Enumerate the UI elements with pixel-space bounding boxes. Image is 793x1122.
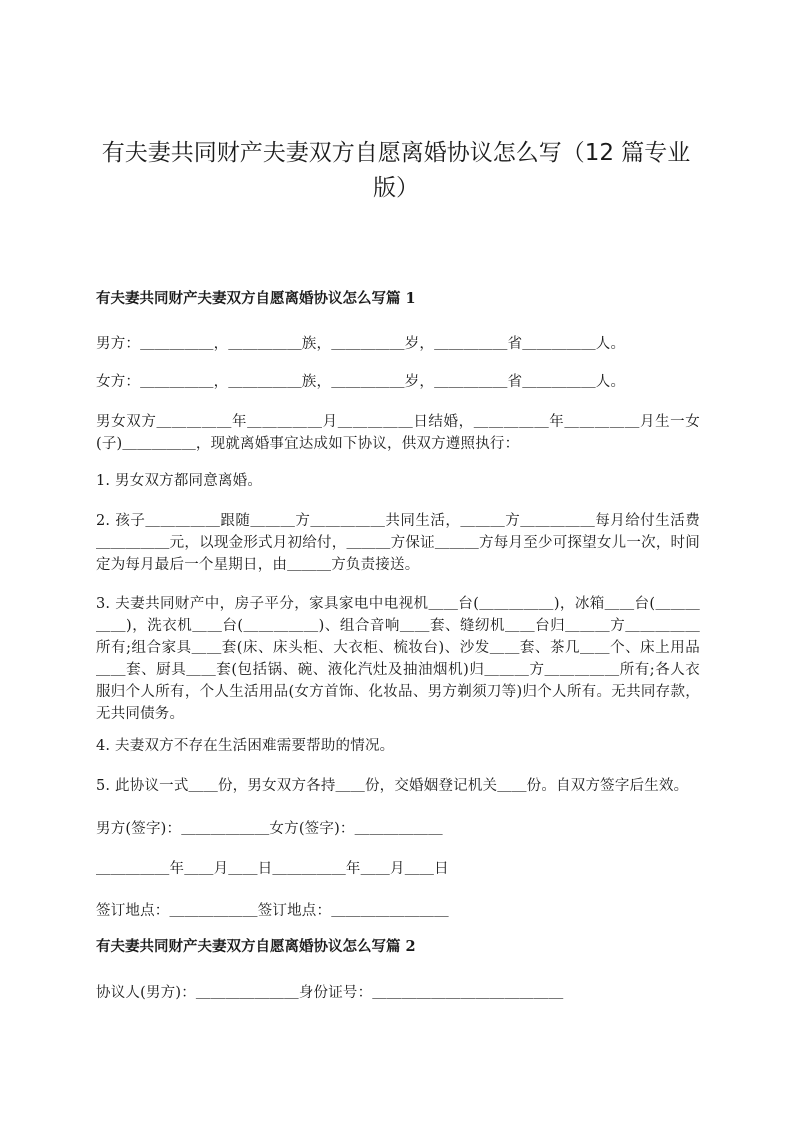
signature-line: 男方(签字)：＿＿＿＿＿＿女方(签字)：＿＿＿＿＿＿ — [96, 821, 443, 837]
document-title: 有夫妻共同财产夫妻双方自愿离婚协议怎么写（12 篇专业版） — [101, 140, 691, 201]
clause-2: 2. 孩子＿＿＿＿＿跟随＿＿＿方＿＿＿＿＿共同生活，＿＿＿方＿＿＿＿＿每月给付生活费＿＿＿＿＿元，以现金形式月初给付，＿＿＿方保证＿＿＿方每月至少可探望女儿一次，时间定为每月最后一个星期日，由＿＿＿方负责接送。 — [96, 513, 700, 573]
date-line: ＿＿＿＿＿年＿＿月＿＿日＿＿＿＿＿年＿＿月＿＿日 — [96, 861, 449, 877]
section-1-heading: 有夫妻共同财产夫妻双方自愿离婚协议怎么写篇 1 — [96, 290, 416, 307]
clause-3: 3. 夫妻共同财产中，房子平分，家具家电中电视机＿＿台(＿＿＿＿＿)，冰箱＿＿台(＿＿＿＿＿)，洗衣机＿＿台(＿＿＿＿＿)、组合音响＿＿套、缝纫机＿＿台归＿＿＿方＿＿＿＿＿所有;组合家具＿＿套(床、床头柜、大衣柜、梳妆台)、沙发＿＿套、茶几＿＿个、床上用品＿＿套、厨具＿＿套(包括锅、碗、液化汽灶及抽油烟机)归＿＿＿方＿＿＿＿＿所有;各人衣服归个人所有，个人生活用品(女方首饰、化妆品、男方剃须刀等)归个人所有。无共同存款，无共同债务。 — [96, 596, 700, 722]
agreement-party-line: 协议人(男方)：＿＿＿＿＿＿＿身份证号：＿＿＿＿＿＿＿＿＿＿＿＿＿ — [96, 985, 564, 1001]
clause-4: 4. 夫妻双方不存在生活困难需要帮助的情况。 — [96, 738, 395, 754]
clause-1: 1. 男女双方都同意离婚。 — [96, 473, 263, 489]
female-party-line: 女方：＿＿＿＿＿，＿＿＿＿＿族，＿＿＿＿＿岁，＿＿＿＿＿省＿＿＿＿＿人。 — [96, 374, 626, 390]
male-party-line: 男方：＿＿＿＿＿，＿＿＿＿＿族，＿＿＿＿＿岁，＿＿＿＿＿省＿＿＿＿＿人。 — [96, 336, 626, 352]
signing-place-line: 签订地点：＿＿＿＿＿＿签订地点：＿＿＿＿＿＿＿＿ — [96, 903, 449, 919]
marriage-info-paragraph: 男女双方＿＿＿＿＿年＿＿＿＿＿月＿＿＿＿＿日结婚，＿＿＿＿＿年＿＿＿＿＿月生一女(子)＿＿＿＿＿，现就离婚事宜达成如下协议，供双方遵照执行： — [96, 414, 700, 452]
section-2-heading: 有夫妻共同财产夫妻双方自愿离婚协议怎么写篇 2 — [96, 938, 416, 955]
clause-5: 5. 此协议一式＿＿份，男女双方各持＿＿份，交婚姻登记机关＿＿份。自双方签字后生效。 — [96, 778, 689, 794]
